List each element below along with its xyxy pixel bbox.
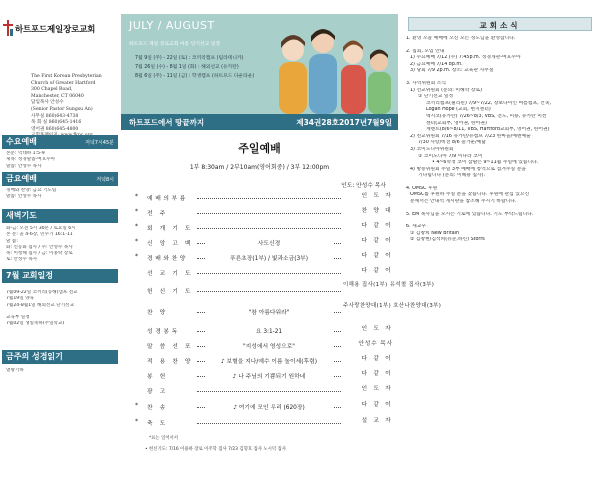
dawn-prayer-header: [2, 209, 118, 223]
news-line: 3) 당회 7/9 2p.m. 장소: 교육관 사무실: [410, 68, 494, 74]
order-item-name: 신 앙 고 백: [147, 241, 194, 247]
july-line: 7월09-22일 코끼리(동해)캠프 전교: [6, 290, 78, 295]
order-item-leader: 다 같 이: [361, 253, 393, 259]
news-line: 7/30 사랑/비전 8/6 즐거운/예닮: [418, 140, 487, 146]
news-line: 1) 수요예배 7/12 (수) 7:45p.m. 성경개관-여호수아: [410, 55, 521, 61]
dawn-line: 본 문: 골 4-6장, 민수기 16:1-11: [6, 232, 73, 238]
phone-office: 사무실 860)643-4738: [31, 113, 79, 119]
news-line: 4. OMSC 후원: [406, 185, 438, 191]
wed-service-body: [6, 151, 118, 170]
news-line: 계렌트(8/6~8/11, VBS, Hartford교회부, 영어권, 한어권): [426, 127, 550, 133]
leader-dots: [197, 228, 341, 229]
july-line: 교육부 일정: [6, 314, 30, 320]
order-item-name: 적 용 찬 양: [147, 359, 194, 365]
order-item-name: 찬 송: [147, 405, 168, 411]
order-item-content: ♪ 보혈을 지나/예수 이름 높이세(후렴): [205, 356, 333, 365]
order-item-leader: 다 같 이: [361, 402, 393, 408]
july-line: 7월24-8월1일 해외선교 단기선교: [6, 302, 75, 308]
leader-dots: [197, 198, 341, 199]
wed-line: 제목: 성경말씀-여호수아: [6, 157, 56, 163]
pastor-english: (Senior Pastor Sungsu An): [31, 106, 93, 112]
worship-title: 주일예배: [238, 142, 281, 155]
bible-reading-title: 금주의 성경읽기: [6, 352, 63, 361]
bible-line: 열왕기하: [6, 368, 24, 373]
order-row: [135, 369, 393, 382]
news-line: 분께서는 안내석 게시판을 참조해 주시기 바랍니다.: [410, 199, 517, 205]
order-item-leader: 다 같 이: [361, 238, 393, 244]
order-item-name: 예배의부름: [147, 196, 188, 202]
banner-line: 7월 9일 (주) - 22일 (토) : 코끼리캠프 (팀라테니카): [135, 56, 244, 61]
dawn-line: 토: 안성수 목사: [6, 257, 38, 263]
church-news-header: [408, 17, 592, 31]
order-row: [135, 206, 393, 219]
order-item-content: "지성에서 영성으로": [205, 341, 333, 350]
bible-reading-body: [6, 368, 118, 374]
order-row: [135, 303, 442, 318]
pastor-label: 담임목사 안성수: [31, 100, 64, 106]
order-item-name: 광 고: [147, 389, 168, 395]
order-row: [135, 416, 393, 429]
order-item-content: 사도신경: [205, 238, 333, 247]
bible-reading-header: [2, 350, 118, 364]
people-illustration-icon: [271, 20, 395, 114]
fri-service-body: [6, 188, 118, 201]
july-schedule-title: 7월 교회일정: [6, 271, 53, 280]
dawn-line: 화: 신동화 집사 / 수: 안성수 목사: [6, 244, 73, 250]
worship-times: 1부 8:30am / 2부10am(영어회중) / 3부 12:00pm: [189, 164, 330, 171]
banner-line: 7월 26일 (수) - 8월 1일 (화) : 해외선교 (유카탄): [135, 65, 239, 70]
july-schedule-header: [2, 269, 118, 283]
order-item-leader: 다 같 이: [361, 356, 393, 362]
order-item-name: 경배와찬양: [147, 256, 188, 262]
order-item-leader: 인 도 자: [361, 386, 393, 392]
news-line: ① 단기선교 일정: [418, 94, 454, 100]
order-item-name: 헌 신 기 도: [147, 289, 194, 295]
wed-line: 본문: 역대하 1:5-9: [6, 151, 45, 156]
banner-line: 8월 6일 (주) - 11일 (금) : 학생캠프 (하트포드 다운타운): [135, 74, 255, 79]
news-line: 기다립니다 (문의: 이해용 집사).: [418, 173, 486, 179]
july-line: 7월19일 양육: [6, 296, 34, 302]
banner-subtitle: 하트포드 제일 장로교회 여름 단기선교 일정: [129, 42, 221, 47]
order-row: [135, 221, 393, 234]
order-item-content: 푸른초장(1부) / 빛과소금(3부): [205, 253, 333, 262]
order-item-leader: 주사랑찬양대(1부) 호산나찬양대(3부): [343, 303, 442, 309]
order-row: [135, 400, 393, 413]
news-line: 코끼리캠프(필리핀) 7/9~7/22, 장보다이인 여름캠프, 건축,: [426, 100, 551, 106]
news-line: 4) 방송위원회 주일 3부 예배에 통역으로 섬겨주실 분을: [410, 166, 526, 172]
news-line: Logan Hope (교회, 현지센터): [426, 107, 491, 113]
news-line: 5. EM 목사님을 모시는 기로에 있습니다. 기도 부탁드립니다.: [406, 211, 534, 217]
order-item-leader: 설 교 자: [361, 418, 393, 424]
order-bullet: *: [135, 418, 138, 425]
order-row: [135, 191, 393, 204]
order-item-content: "참 아름다워라": [205, 307, 333, 316]
wed-service-title: 수요예배: [6, 137, 37, 146]
news-line: 6. 새교우: [406, 224, 427, 230]
order-bullet: *: [135, 208, 138, 215]
address-line-2: Manchester, CT 06040: [31, 93, 84, 99]
order-item-content: ♪ 나 주님의 기쁨되기 원하네: [205, 371, 333, 380]
fri-service-header: [2, 172, 118, 186]
order-item-leader: 인 도 자: [361, 193, 393, 199]
july-schedule-body: [6, 290, 118, 327]
leader-dots: [197, 391, 341, 392]
order-bullet: *: [135, 238, 138, 245]
order-row: [135, 384, 393, 397]
phone-pastor: 목 회 실 860)645-1416: [31, 120, 82, 126]
church-logo-icon: [3, 20, 13, 36]
dawn-line: 목: 이청해 집사 / 금: 이홍락 장로: [6, 251, 73, 257]
order-item-content: ♪ 여기에 모인 우리 (620장): [205, 402, 333, 411]
dawn-prayer-title: 새벽기도: [6, 211, 37, 220]
news-line: 2. 집회, 모임 안내: [406, 48, 445, 54]
news-line: 3) 코이노니아위원회: [410, 146, 454, 152]
order-item-name: 성경봉독: [147, 329, 180, 335]
fri-line: 말씀: 안성수 목사: [6, 194, 42, 200]
fri-service-time: 저녁8시: [96, 177, 114, 183]
church-name: 하트포드제일장로교회: [15, 25, 96, 35]
standing-note: *표는 일어서서: [149, 436, 179, 441]
leader-dots: [197, 273, 341, 274]
dawn-line: 화-금: 오전 5시 30분 / 토요일 6시: [6, 226, 76, 231]
banner-title: JULY / AUGUST: [129, 19, 215, 32]
order-item-name: 회 개 기 도: [147, 226, 194, 232]
right-column: [400, 0, 600, 482]
leader-dots: [197, 213, 341, 214]
news-line: 1) 선교위원회 (문의: 이해학 장로): [410, 87, 482, 93]
news-line: 2) 금요예배 7/14 8p.m.: [410, 61, 463, 67]
dedication-note: • 헌신기도: 7/16 이용하 장로 이주학 집사 7/23 김형호 집사 노시덕 집사: [145, 447, 286, 452]
order-row: [135, 324, 393, 337]
church-news-title: 교회소식: [479, 21, 521, 30]
motto: 하트포드에서 땅끝까지: [129, 118, 205, 127]
address-line-1: 300 Chapel Road,: [31, 87, 73, 93]
order-item-content: 요 3:1-21: [205, 326, 333, 335]
church-eng-name-2: Church of Greater Hartford: [31, 80, 96, 86]
phone-english: 영어권 860)645-4800: [31, 126, 79, 132]
order-row: [135, 266, 393, 279]
order-item-name: 말 씀 선 포: [147, 344, 194, 350]
order-item-name: 전 주: [147, 211, 168, 217]
order-item-leader: 이해용 집사(1부) 유석철 집사(3부): [343, 282, 435, 288]
order-row: [135, 339, 393, 352]
order-bullet: *: [135, 193, 138, 200]
news-line: 2) 친교위원회 7/16 유카탄/유캠프 7/23 한마을/예멘예술: [410, 133, 531, 139]
news-line: • 4~6학정 코이 삼팔은 9~11월 주일에 있습니다.: [432, 160, 539, 166]
news-line: ① 김창희 New Britain: [410, 230, 460, 236]
issue-bar: [121, 114, 398, 130]
news-line: OMSC를 후원하 주실 분을 찾습니다. 후원에 관심 있으신: [410, 192, 530, 198]
order-row: [135, 282, 435, 297]
fri-line: 경배와 찬양: 금요 기도팀: [6, 188, 57, 193]
order-row: [135, 251, 393, 264]
order-item-name: 봉 헌: [147, 374, 168, 380]
worship-leader: 인도: 안성수 목사: [341, 183, 386, 189]
order-item-name: 축 도: [147, 421, 168, 427]
issue-number: 제34권28호2017년7월9일: [296, 118, 392, 127]
banner-schedule: [135, 54, 254, 81]
order-item-leader: 다 같 이: [361, 371, 393, 377]
order-item-leader: 인 도 자: [361, 326, 393, 332]
news-line: ② 김창현/김석희(유준,하린) Storrs: [410, 237, 485, 243]
order-row: [135, 236, 393, 249]
wed-service-header: [2, 135, 118, 149]
order-bullet: *: [135, 253, 138, 260]
leader-dots: [197, 291, 341, 292]
order-item-leader: 다 같 이: [361, 223, 393, 229]
left-column: [0, 0, 120, 482]
church-news-list: [406, 36, 598, 244]
news-line: ① 코이노니아 7/9 이나라 코이: [418, 153, 483, 159]
church-eng-name-1: The First Korean Presbyterian: [31, 74, 102, 79]
order-bullet: *: [135, 223, 138, 230]
wed-line: 말씀: 안성수 목사: [6, 163, 42, 169]
order-item-name: 찬 양: [147, 310, 168, 316]
leader-dots: [197, 423, 341, 424]
news-line: 센터(교회부, 영어권, 한어권): [426, 120, 487, 126]
mission-banner: [121, 14, 398, 114]
order-item-leader: 다 같 이: [361, 268, 393, 274]
order-bullet: *: [135, 402, 138, 409]
dawn-prayer-body: [6, 226, 118, 264]
dawn-line: 말 씀:: [6, 238, 18, 244]
order-row: [135, 354, 393, 367]
order-item-leader: 안성수 목사: [358, 341, 393, 347]
church-info: [31, 74, 121, 140]
news-line: 1. 환영 오늘 예배에 오신 모든 성도님을 환영합니다.: [406, 36, 516, 41]
order-item-name: 선 교 기 도: [147, 271, 194, 277]
fri-service-title: 금요예배: [6, 174, 37, 183]
news-line: 멕시코(유카탄) 7/26~8/3, VBS, 전도, 미용, 유카탄 미션: [426, 113, 547, 119]
july-line: 7월02일 생일축하(주일학교): [6, 321, 65, 327]
news-line: 3. 사역위원회 소식: [406, 80, 447, 86]
wed-service-time: 저녁7시45분: [85, 140, 114, 146]
order-item-leader: 찬 양 대: [361, 208, 393, 214]
